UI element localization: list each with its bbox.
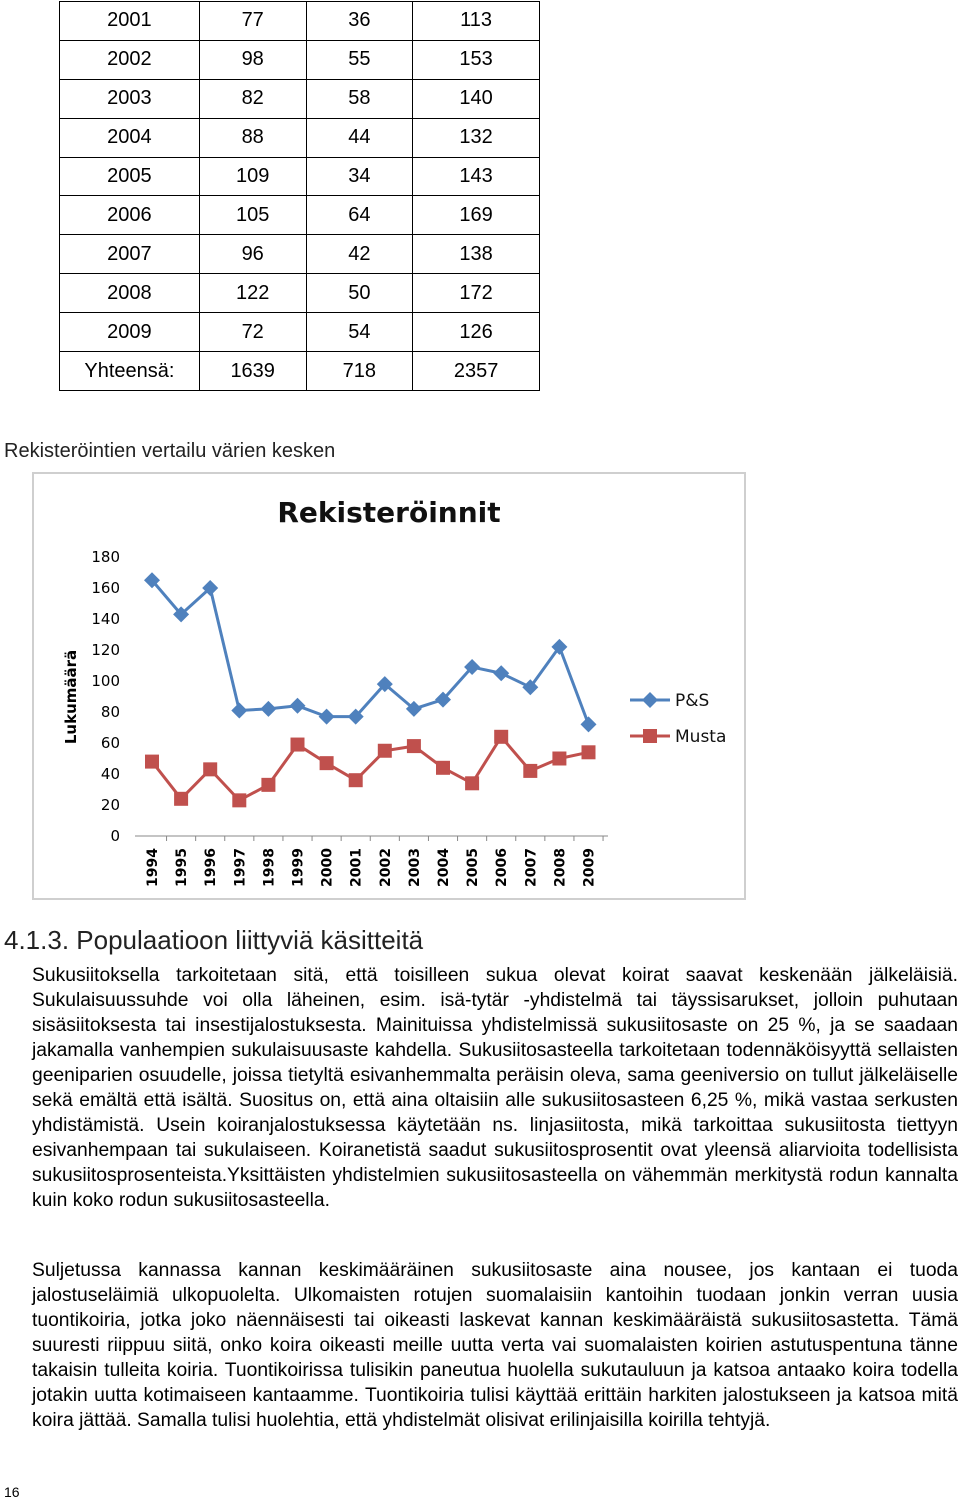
table-cell: 98 [199, 40, 306, 79]
data-point-square [494, 730, 508, 744]
table-cell: 58 [306, 79, 413, 118]
series-line-musta [152, 737, 589, 801]
x-tick-label: 1995 [174, 848, 191, 887]
table-cell: 109 [199, 157, 306, 196]
table-cell: 172 [413, 274, 540, 313]
table-cell: 2002 [60, 40, 200, 79]
page-number: 16 [4, 1484, 20, 1500]
data-point-square [174, 792, 188, 806]
y-tick-label: 80 [100, 703, 120, 721]
paragraph-closed-population: Suljetussa kannassa kannan keskimääräinen sukusiitosaste aina nousee, jos kantaan ei tuoda jalostuseläimiä ulkopuolelta. Ulkomaisten rotujen suomalaisiin kantoihin tuodaan jonkin verran uusia tuontikoiria, jotka joko näennäisesti tai oikeasti laskevat kannan keskimääräistä sukusiitosastetta. Tämä suuresti riippuu siitä, onko koira oikeasti meille uutta verta vai suomalaisten koirien astutuspentuna tänne takaisin tulleita koiria. Tuontikoirissa tulisikin paneutua huolella sukutauluun ja katsoa antaako koira todella jotakin uutta kotimaiseen kantaamme. Tuontikoiria tulisi käyttää erittäin harkiten jalostukseen ja katsoa mitä koira jättää. Samalla tulisi huolehtia, että yhdistelmät olisivat erilinjaisilla koirilla tehtyjä. [32, 1260, 958, 1431]
table-cell: Yhteensä: [60, 352, 200, 391]
data-point-square [232, 793, 246, 807]
table-row [60, 157, 540, 196]
registrations-line-chart [34, 474, 744, 898]
table-cell: 2005 [60, 157, 200, 196]
y-tick-label: 160 [91, 579, 120, 597]
table-cell: 42 [306, 235, 413, 274]
x-tick-label: 2003 [406, 848, 423, 887]
data-point-square [552, 752, 566, 766]
table-row [60, 79, 540, 118]
data-point-square [378, 744, 392, 758]
data-point-diamond [231, 702, 247, 718]
table-cell: 64 [306, 196, 413, 235]
table-cell: 1639 [199, 352, 306, 391]
data-point-square [582, 745, 596, 759]
data-point-square [436, 761, 450, 775]
table-cell: 2007 [60, 235, 200, 274]
y-tick-label: 120 [91, 641, 120, 659]
chart-frame [32, 472, 746, 900]
table-cell: 96 [199, 235, 306, 274]
data-point-square [407, 739, 421, 753]
series-line-ps [152, 580, 589, 724]
table-cell: 718 [306, 352, 413, 391]
table-cell: 2009 [60, 313, 200, 352]
x-tick-label: 1994 [145, 848, 161, 887]
table-cell: 153 [413, 40, 540, 79]
data-point-square [145, 755, 159, 769]
table-cell: 36 [306, 2, 413, 41]
data-point-diamond [260, 701, 276, 717]
y-tick-label: 140 [91, 610, 120, 628]
table-cell: 2003 [60, 79, 200, 118]
table-cell: 77 [199, 2, 306, 41]
x-tick-label: 2000 [319, 848, 336, 887]
x-tick-label: 2005 [465, 848, 482, 887]
table-row [60, 118, 540, 157]
table-cell: 132 [413, 118, 540, 157]
y-tick-label: 60 [100, 734, 120, 752]
table-row [60, 40, 540, 79]
table-cell: 72 [199, 313, 306, 352]
x-tick-label: 2001 [348, 848, 365, 887]
x-tick-label: 2004 [436, 848, 452, 887]
data-point-diamond [493, 665, 509, 681]
table-cell: 2008 [60, 274, 200, 313]
table-cell: 2001 [60, 2, 200, 41]
x-tick-label: 2009 [581, 848, 598, 887]
table-cell: 113 [413, 2, 540, 41]
table-cell: 2006 [60, 196, 200, 235]
section-heading: 4.1.3. Populaatioon liittyviä käsitteitä [4, 925, 424, 955]
table-cell: 122 [199, 274, 306, 313]
table-cell: 54 [306, 313, 413, 352]
data-point-square [349, 773, 363, 787]
y-tick-label: 100 [91, 672, 120, 690]
table-row [60, 274, 540, 313]
data-point-square [203, 762, 217, 776]
table-cell: 2357 [413, 352, 540, 391]
y-tick-label: 40 [100, 765, 120, 783]
x-tick-label: 2007 [523, 848, 540, 887]
x-tick-label: 1999 [290, 848, 307, 887]
table-cell: 138 [413, 235, 540, 274]
table-cell: 2004 [60, 118, 200, 157]
data-point-square [523, 764, 537, 778]
table-cell: 82 [199, 79, 306, 118]
y-tick-label: 0 [110, 827, 120, 845]
legend-marker-diamond [642, 692, 658, 708]
x-tick-label: 2008 [552, 848, 569, 887]
table-cell: 143 [413, 157, 540, 196]
data-point-diamond [290, 698, 306, 714]
data-point-square [465, 776, 479, 790]
x-tick-label: 1996 [203, 848, 220, 887]
legend-label: P&S [675, 691, 710, 711]
x-tick-label: 2006 [494, 848, 511, 887]
legend-marker-square [643, 729, 657, 743]
y-tick-label: 180 [91, 548, 120, 566]
table-cell: 169 [413, 196, 540, 235]
data-point-square [261, 778, 275, 792]
x-tick-label: 2002 [377, 848, 394, 887]
paragraph-inbreeding-definition: Sukusiitoksella tarkoitetaan sitä, että toisilleen sukua olevat koirat saavat keskenään jälkeläisiä. Sukulaisuussuhde voi olla läheinen, esim. isä-tytär -yhdistelmä tai täyssisarukset, jolloin puhutaan sisäsiitoksesta tai insestijalostuksesta. Mainituissa yhdistelmissä sukusiitosaste on 25 %, ja se saadaan jakamalla vanhempien sukulaisuusaste kahdella. Sukusiitosasteella tarkoitetaan todennäköisyyttä sellaisten geeniparien osuudelle, joissa tietyltä esivanhemmalta peräisin oleva, sama geeniversio on tullut jälkeläiselle sekä emältä että isältä. Suositus on, että aina oltaisiin alle sukusiitosasteen 6,25 %, mikä vastaa serkusten yhdistämistä. Usein koiranjalostuksessa käytetään ns. linjasiitosta, mikä tarkoittaa sukusiitosta tiettyyn esivanhempaan tai sukulaiseen. Koiranetistä saadut sukusiitosprosentit ovat yleensä aliarvioita todellisista sukusiitosprosenteista.Yksittäisten yhdistelmien sukusiitosasteella on vähemmän merkitystä rodun kannalta kuin koko rodun sukusiitosasteella. [32, 965, 958, 1211]
table-cell: 88 [199, 118, 306, 157]
data-point-square [320, 756, 334, 770]
table-row [60, 313, 540, 352]
chart-caption: Rekisteröintien vertailu värien kesken [4, 440, 336, 462]
table-cell: 44 [306, 118, 413, 157]
table-cell: 105 [199, 196, 306, 235]
data-point-square [291, 738, 305, 752]
table-row [60, 235, 540, 274]
table-cell: 140 [413, 79, 540, 118]
x-tick-label: 1997 [232, 848, 249, 887]
y-tick-label: 20 [100, 796, 120, 814]
chart-title: Rekisteröinnit [277, 496, 501, 529]
data-point-diamond [581, 716, 597, 732]
table-cell: 55 [306, 40, 413, 79]
legend-label: Musta [675, 727, 727, 747]
table-row [60, 352, 540, 391]
table-row [60, 2, 540, 41]
registration-table [59, 1, 540, 391]
table-cell: 126 [413, 313, 540, 352]
y-axis-label: Lukumäärä [62, 649, 80, 745]
table-cell: 34 [306, 157, 413, 196]
table-row [60, 196, 540, 235]
x-tick-label: 1998 [261, 848, 278, 887]
data-point-diamond [319, 709, 335, 725]
table-cell: 50 [306, 274, 413, 313]
